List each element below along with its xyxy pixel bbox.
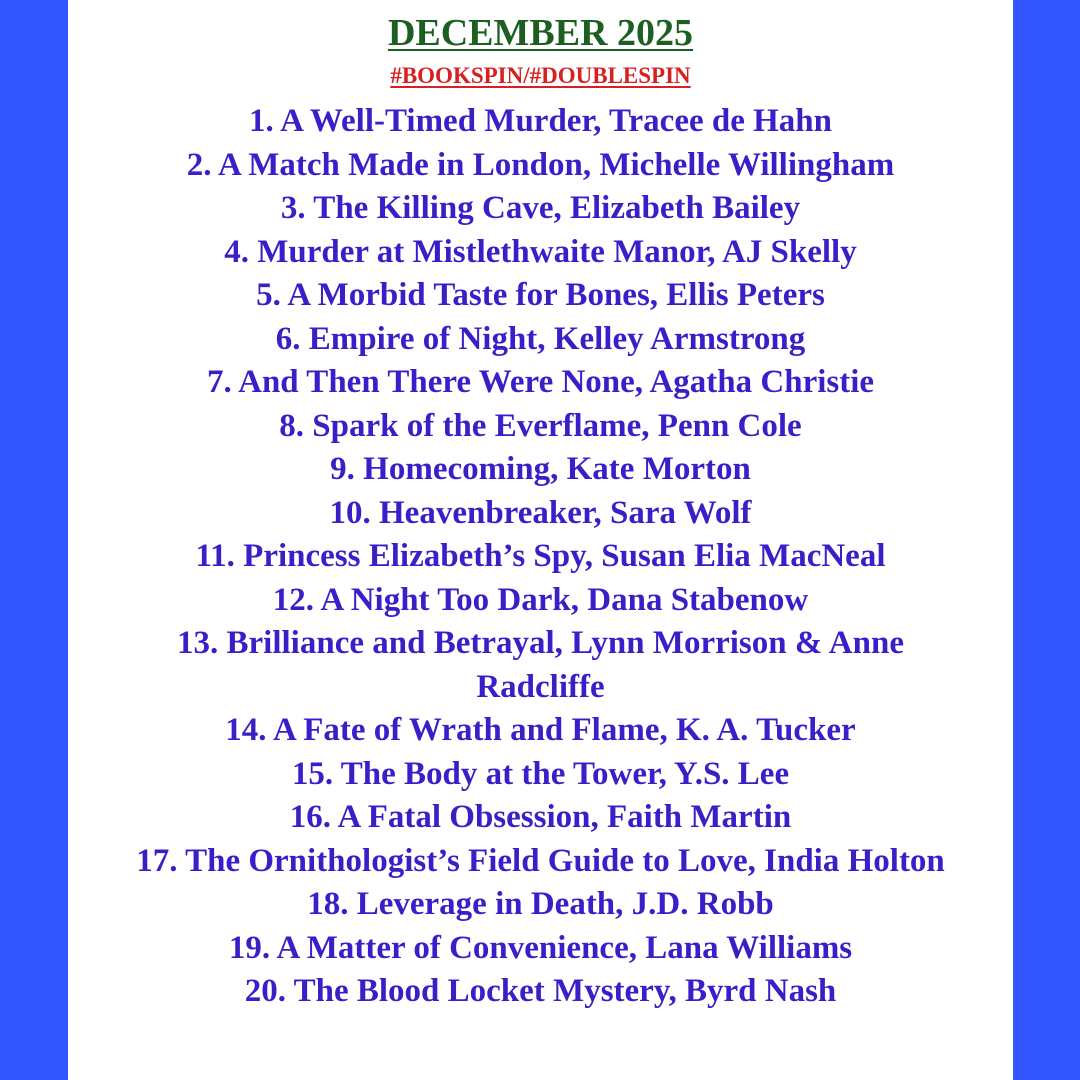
list-item: 12. A Night Too Dark, Dana Stabenow xyxy=(272,581,809,618)
list-item: 14. A Fate of Wrath and Flame, K. A. Tucker xyxy=(225,712,856,748)
list-item: 1. A Well-Timed Murder, Tracee de Hahn xyxy=(248,103,832,139)
list-item: 4. Murder at Mistlethwaite Manor, AJ Skelly xyxy=(224,233,857,270)
list-item: 7. And Then There Were None, Agatha Christie xyxy=(206,364,875,400)
list-item: 15. The Body at the Tower, Y.S. Lee xyxy=(291,755,790,792)
list-item: 8. Spark of the Everflame, Penn Cole xyxy=(279,407,802,444)
list-item: 11. Princess Elizabeth’s Spy, Susan Elia MacNeal xyxy=(195,538,886,574)
list-item: 3. The Killing Cave, Elizabeth Bailey xyxy=(280,190,801,226)
list-item: 19. A Matter of Convenience, Lana Williams xyxy=(228,929,853,966)
list-panel xyxy=(68,0,1013,1080)
list-item: 2. A Match Made in London, Michelle Willingham xyxy=(186,146,895,183)
page-title: DECEMBER 2025 xyxy=(387,12,694,54)
list-item: 6. Empire of Night, Kelley Armstrong xyxy=(275,320,806,357)
list-item: 5. A Morbid Taste for Bones, Ellis Peters xyxy=(256,277,825,313)
list-item: 10. Heavenbreaker, Sara Wolf xyxy=(329,494,752,531)
list-item: 9. Homecoming, Kate Morton xyxy=(330,451,751,487)
list-item: 20. The Blood Locket Mystery, Byrd Nash xyxy=(244,973,837,1009)
book-list xyxy=(68,100,1013,1014)
list-item: 13. Brilliance and Betrayal, Lynn Morrison & Anne Radcliffe xyxy=(177,625,904,705)
list-item: 18. Leverage in Death, J.D. Robb xyxy=(307,886,774,922)
list-item: 17. The Ornithologist’s Field Guide to Love, India Holton xyxy=(136,842,945,879)
list-item: 16. A Fatal Obsession, Faith Martin xyxy=(289,799,792,835)
page-subtitle: #BOOKSPIN/#DOUBLESPIN xyxy=(390,63,691,88)
